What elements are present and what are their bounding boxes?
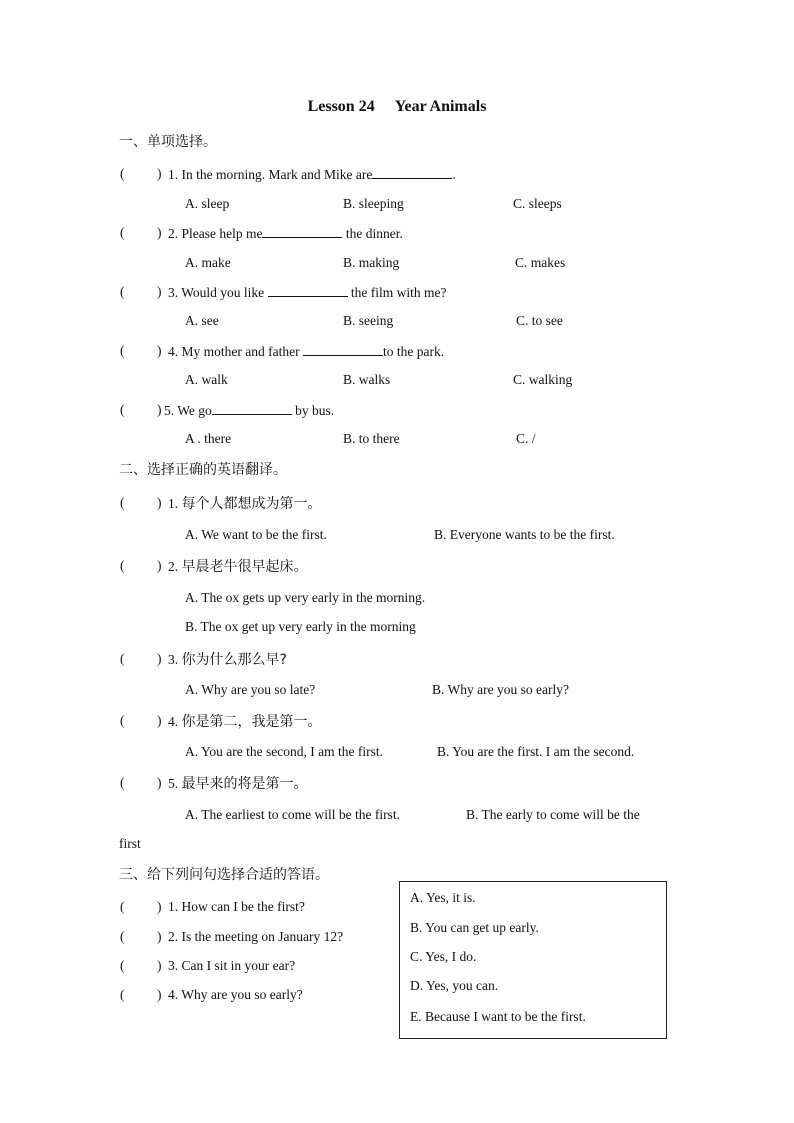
- answer-paren-open: (: [120, 987, 125, 1002]
- s3-answer-d: D. Yes, you can.: [410, 978, 499, 993]
- s2-q4-option-b: B. You are the first. I am the second.: [437, 744, 635, 759]
- answer-paren-close: ): [157, 495, 162, 510]
- s1-q5-option-b: B. to there: [343, 431, 400, 446]
- s1-q2-option-c: C. makes: [515, 255, 566, 270]
- s2-q4-option-a: A. You are the second, I am the first.: [185, 744, 383, 759]
- s1-question-2: 2. Please help me the dinner.: [168, 226, 403, 241]
- s2-q3-option-a: A. Why are you so late?: [185, 682, 316, 697]
- answer-paren-close: ): [157, 775, 162, 790]
- answer-blank: [262, 225, 342, 238]
- section1-heading: 一、单项选择。: [119, 134, 217, 150]
- s2-question-4: 4. 你是第二，我是第一。: [168, 714, 322, 730]
- lesson-name: Year Animals: [394, 98, 487, 115]
- answer-paren-close: ): [157, 929, 162, 944]
- answer-paren-open: (: [120, 929, 125, 944]
- s3-answer-c: C. Yes, I do.: [410, 949, 477, 964]
- answer-paren-close: ): [157, 899, 162, 914]
- s1-q3-option-c: C. to see: [516, 313, 563, 328]
- s1-q3-option-b: B. seeing: [343, 313, 394, 328]
- answer-paren-close: ): [157, 284, 162, 299]
- lesson-number: Lesson 24: [307, 98, 375, 115]
- answer-paren-open: (: [120, 495, 125, 510]
- answer-paren-close: ): [157, 713, 162, 728]
- s1-q2-option-b: B. making: [343, 255, 400, 270]
- s1-question-3: 3. Would you like the film with me?: [168, 285, 447, 300]
- answer-paren-open: (: [120, 558, 125, 573]
- answer-paren-open: (: [120, 651, 125, 666]
- answer-paren-close: ): [157, 166, 162, 181]
- answer-paren-open: (: [120, 343, 125, 358]
- answer-paren-open: (: [120, 225, 125, 240]
- s1-q5-option-a: A . there: [185, 431, 232, 446]
- s1-q1-option-a: A. sleep: [185, 196, 230, 211]
- s1-question-1: 1. In the morning. Mark and Mike are .: [168, 167, 456, 182]
- s2-question-2: 2. 早晨老牛很早起床。: [168, 559, 308, 575]
- answer-paren-open: (: [120, 775, 125, 790]
- s3-question-1: 1. How can I be the first?: [168, 899, 305, 914]
- s2-question-3: 3. 你为什么那么早?: [168, 652, 287, 668]
- answer-paren-open: (: [120, 899, 125, 914]
- s2-q5-option-a: A. The earliest to come will be the first.: [185, 807, 400, 822]
- s1-q4-option-a: A. walk: [185, 372, 228, 387]
- page-title: [0, 98, 794, 116]
- answer-paren-close: ): [157, 402, 162, 417]
- s1-q3-option-a: A. see: [185, 313, 219, 328]
- answer-blank: [268, 284, 348, 297]
- answer-paren-open: (: [120, 402, 125, 417]
- s3-answer-e: E. Because I want to be the first.: [410, 1009, 586, 1024]
- s1-question-5: 5. We go by bus.: [164, 403, 335, 418]
- answer-paren-close: ): [157, 225, 162, 240]
- s3-answer-a: A. Yes, it is.: [410, 890, 476, 905]
- s1-question-4: 4. My mother and father to the park.: [168, 344, 445, 359]
- answer-paren-close: ): [157, 651, 162, 666]
- answer-paren-close: ): [157, 343, 162, 358]
- answer-blank: [212, 402, 292, 415]
- answer-blank: [372, 166, 452, 179]
- answer-paren-open: (: [120, 958, 125, 973]
- answer-blank: [303, 343, 383, 356]
- section2-heading: 二、选择正确的英语翻译。: [119, 462, 287, 478]
- answer-paren-open: (: [120, 166, 125, 181]
- s1-q5-option-c: C. /: [516, 431, 536, 446]
- s2-q2-option-a: A. The ox gets up very early in the morning.: [185, 590, 426, 605]
- s2-q5-option-b: B. The early to come will be the: [466, 807, 640, 822]
- s1-q1-option-c: C. sleeps: [513, 196, 562, 211]
- answer-paren-open: (: [120, 284, 125, 299]
- s3-question-3: 3. Can I sit in your ear?: [168, 958, 296, 973]
- s2-question-1: 1. 每个人都想成为第一。: [168, 496, 322, 512]
- s2-q3-option-b: B. Why are you so early?: [432, 682, 569, 697]
- s2-q1-option-b: B. Everyone wants to be the first.: [434, 527, 615, 542]
- answer-paren-close: ): [157, 558, 162, 573]
- s1-q4-option-b: B. walks: [343, 372, 391, 387]
- s3-question-2: 2. Is the meeting on January 12?: [168, 929, 344, 944]
- s2-q5-option-b-wrap: first: [119, 836, 141, 851]
- s3-question-4: 4. Why are you so early?: [168, 987, 303, 1002]
- answer-options-box: [399, 881, 667, 1039]
- s2-q1-option-a: A. We want to be the first.: [185, 527, 327, 542]
- section3-heading: 三、给下列问句选择合适的答语。: [119, 867, 329, 883]
- answer-paren-open: (: [120, 713, 125, 728]
- answer-paren-close: ): [157, 987, 162, 1002]
- s2-q2-option-b: B. The ox get up very early in the morning: [185, 619, 416, 634]
- s2-question-5: 5. 最早来的将是第一。: [168, 776, 308, 792]
- s3-answer-b: B. You can get up early.: [410, 920, 539, 935]
- s1-q4-option-c: C. walking: [513, 372, 573, 387]
- answer-paren-close: ): [157, 958, 162, 973]
- s1-q1-option-b: B. sleeping: [343, 196, 404, 211]
- s1-q2-option-a: A. make: [185, 255, 231, 270]
